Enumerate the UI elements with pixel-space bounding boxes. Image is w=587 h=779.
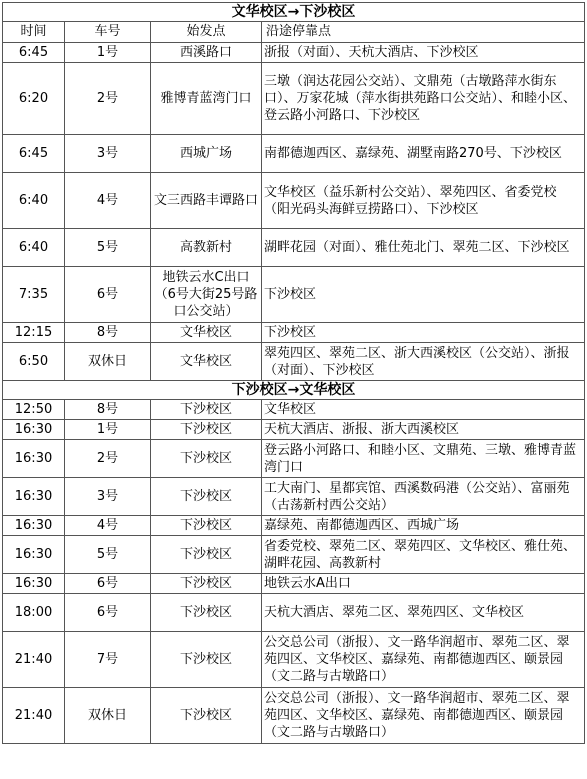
time-cell: 16:30 (3, 574, 65, 594)
table-row (3, 594, 585, 632)
header-stops: 沿途停靠点 (262, 22, 585, 43)
start-cell: 地铁云水C出口（6号大街25号路口公交站） (151, 267, 262, 323)
start-cell: 高教新村 (151, 229, 262, 267)
stops-cell: 南都德迦西区、嘉绿苑、湖墅南路270号、下沙校区 (262, 135, 585, 173)
stops-cell: 地铁云水A出口 (262, 574, 585, 594)
table-row (3, 63, 585, 135)
table-row (3, 440, 585, 478)
start-cell: 下沙校区 (151, 632, 262, 688)
start-cell: 下沙校区 (151, 440, 262, 478)
time-cell: 21:40 (3, 632, 65, 688)
bus-cell: 6号 (65, 594, 151, 632)
time-cell: 6:45 (3, 43, 65, 63)
stops-cell: 三墩（润达花园公交站）、文鼎苑（古墩路萍水街东口）、万家花城（萍水街拱苑路口公交站）、和睦小区、登云路小河路口、下沙校区 (262, 63, 585, 135)
bus-cell: 3号 (65, 135, 151, 173)
stops-cell: 浙报（对面）、天杭大酒店、下沙校区 (262, 43, 585, 63)
table-row (3, 173, 585, 229)
header-time: 时间 (3, 22, 65, 43)
start-cell: 下沙校区 (151, 478, 262, 516)
stops-cell: 登云路小河路口、和睦小区、文鼎苑、三墩、雅博青蓝湾门口 (262, 440, 585, 478)
time-cell: 7:35 (3, 267, 65, 323)
bus-cell: 8号 (65, 400, 151, 420)
stops-cell: 文华校区（益乐新村公交站）、翠苑四区、省委党校（阳光码头海鲜豆捞路口）、下沙校区 (262, 173, 585, 229)
time-cell: 12:15 (3, 323, 65, 343)
start-cell: 下沙校区 (151, 688, 262, 744)
shuttle-schedule-table (2, 2, 585, 744)
stops-cell: 湖畔花园（对面）、雅仕苑北门、翠苑二区、下沙校区 (262, 229, 585, 267)
bus-cell: 3号 (65, 478, 151, 516)
stops-cell: 天杭大酒店、浙报、浙大西溪校区 (262, 420, 585, 440)
section-title: 文华校区→下沙校区 (3, 3, 585, 22)
start-cell: 下沙校区 (151, 420, 262, 440)
bus-cell: 5号 (65, 536, 151, 574)
time-cell: 18:00 (3, 594, 65, 632)
start-cell: 西溪路口 (151, 43, 262, 63)
table-row (3, 323, 585, 343)
table-row (3, 478, 585, 516)
bus-cell: 6号 (65, 267, 151, 323)
bus-cell: 4号 (65, 173, 151, 229)
bus-cell: 双休日 (65, 688, 151, 744)
stops-cell: 工大南门、星都宾馆、西溪数码港（公交站）、富丽苑（古荡新村西公交站） (262, 478, 585, 516)
section-title: 下沙校区→文华校区 (3, 381, 585, 400)
header-row (3, 22, 585, 43)
bus-cell: 2号 (65, 440, 151, 478)
stops-cell: 下沙校区 (262, 323, 585, 343)
bus-cell: 4号 (65, 516, 151, 536)
bus-cell: 8号 (65, 323, 151, 343)
start-cell: 下沙校区 (151, 574, 262, 594)
stops-cell: 下沙校区 (262, 267, 585, 323)
stops-cell: 公交总公司（浙报）、文一路华润超市、翠苑二区、翠苑四区、文华校区、嘉绿苑、南都德迦西区、颐景园（文二路与古墩路口） (262, 688, 585, 744)
table-row (3, 229, 585, 267)
table-row (3, 574, 585, 594)
bus-cell: 双休日 (65, 343, 151, 381)
table-row (3, 516, 585, 536)
time-cell: 16:30 (3, 516, 65, 536)
stops-cell: 文华校区 (262, 400, 585, 420)
table-row (3, 632, 585, 688)
bus-cell: 1号 (65, 43, 151, 63)
table-row (3, 400, 585, 420)
time-cell: 6:45 (3, 135, 65, 173)
time-cell: 12:50 (3, 400, 65, 420)
stops-cell: 嘉绿苑、南都德迦西区、西城广场 (262, 516, 585, 536)
section-title-row (3, 3, 585, 22)
time-cell: 6:20 (3, 63, 65, 135)
table-row (3, 135, 585, 173)
schedule-body (3, 3, 585, 744)
time-cell: 6:40 (3, 229, 65, 267)
header-bus: 车号 (65, 22, 151, 43)
table-row (3, 343, 585, 381)
time-cell: 16:30 (3, 440, 65, 478)
start-cell: 文三西路丰谭路口 (151, 173, 262, 229)
time-cell: 21:40 (3, 688, 65, 744)
time-cell: 16:30 (3, 420, 65, 440)
start-cell: 雅博青蓝湾门口 (151, 63, 262, 135)
bus-cell: 5号 (65, 229, 151, 267)
table-row (3, 43, 585, 63)
header-start: 始发点 (151, 22, 262, 43)
stops-cell: 翠苑四区、翠苑二区、浙大西溪校区（公交站）、浙报（对面）、下沙校区 (262, 343, 585, 381)
table-row (3, 420, 585, 440)
start-cell: 下沙校区 (151, 594, 262, 632)
bus-cell: 6号 (65, 574, 151, 594)
bus-cell: 2号 (65, 63, 151, 135)
start-cell: 文华校区 (151, 343, 262, 381)
time-cell: 6:50 (3, 343, 65, 381)
time-cell: 16:30 (3, 536, 65, 574)
start-cell: 下沙校区 (151, 536, 262, 574)
bus-cell: 1号 (65, 420, 151, 440)
stops-cell: 公交总公司（浙报）、文一路华润超市、翠苑二区、翠苑四区、文华校区、嘉绿苑、南都德迦西区、颐景园（文二路与古墩路口） (262, 632, 585, 688)
stops-cell: 天杭大酒店、翠苑二区、翠苑四区、文华校区 (262, 594, 585, 632)
time-cell: 16:30 (3, 478, 65, 516)
start-cell: 文华校区 (151, 323, 262, 343)
stops-cell: 省委党校、翠苑二区、翠苑四区、文华校区、雅仕苑、湖畔花园、高教新村 (262, 536, 585, 574)
table-row (3, 267, 585, 323)
section-title-row (3, 381, 585, 400)
start-cell: 西城广场 (151, 135, 262, 173)
table-row (3, 688, 585, 744)
table-row (3, 536, 585, 574)
start-cell: 下沙校区 (151, 400, 262, 420)
start-cell: 下沙校区 (151, 516, 262, 536)
bus-cell: 7号 (65, 632, 151, 688)
time-cell: 6:40 (3, 173, 65, 229)
